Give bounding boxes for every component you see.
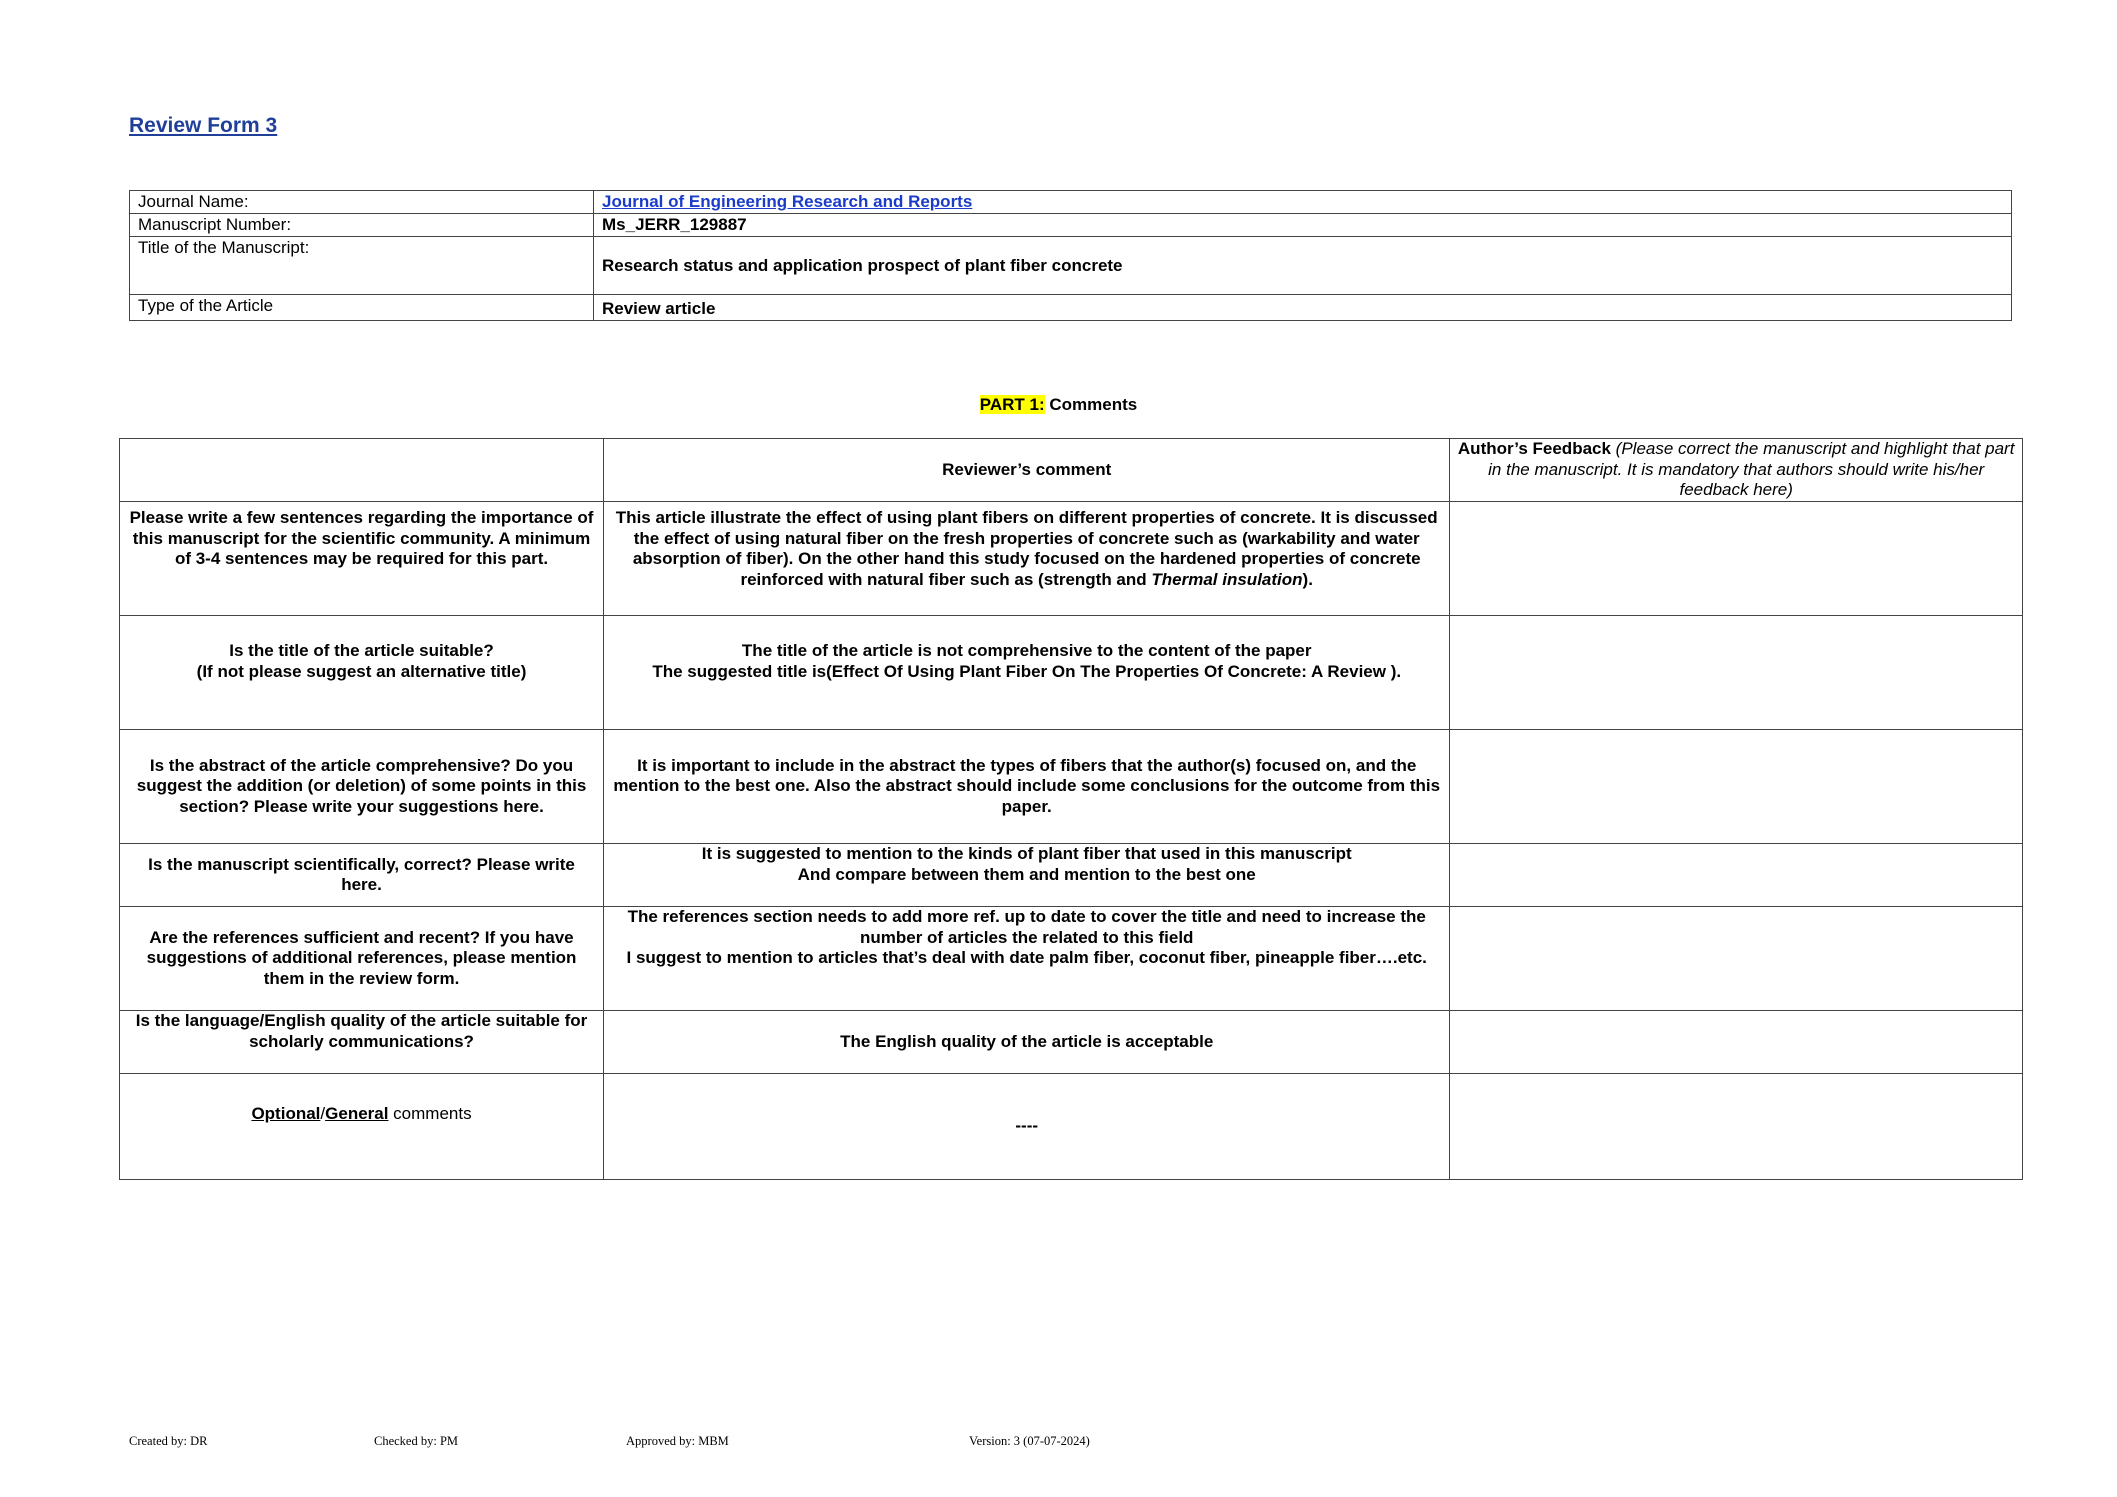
- table-row: [120, 907, 2023, 1011]
- question-header: [120, 439, 604, 502]
- author-feedback-cell[interactable]: [1450, 1011, 2023, 1074]
- comment-abstract: It is important to include in the abstract the types of fibers that the author(s) focused on, and the mention to the best one. Also the abstract should include some conclusions for the outcome from this paper.: [604, 730, 1450, 844]
- author-feedback-header: [1450, 439, 2023, 502]
- question-language: Is the language/English quality of the article suitable for scholarly communications?: [120, 1011, 604, 1074]
- comment-references: [604, 907, 1450, 1011]
- form-title[interactable]: Review Form 3: [129, 114, 278, 137]
- general-label: General: [325, 1104, 389, 1123]
- comment-optional: ----: [604, 1074, 1450, 1180]
- manuscript-number-value: Ms_JERR_129887: [594, 214, 2012, 237]
- question-optional: [120, 1074, 604, 1180]
- table-row: [120, 502, 2023, 616]
- author-feedback-cell[interactable]: [1450, 907, 2023, 1011]
- table-row: [130, 191, 2012, 214]
- slash-label: /: [320, 1104, 326, 1123]
- part-label: PART 1:: [979, 395, 1045, 414]
- manuscript-title-label: Title of the Manuscript:: [130, 237, 594, 295]
- comment-language: The English quality of the article is acceptable: [604, 1011, 1450, 1074]
- part-text: Comments: [1044, 395, 1138, 414]
- question-title-line: Is the title of the article suitable?: [229, 641, 494, 660]
- author-feedback-cell[interactable]: [1450, 502, 2023, 616]
- author-feedback-title: Author’s Feedback: [1457, 439, 1611, 458]
- table-row: [120, 730, 2023, 844]
- question-references: Are the references sufficient and recent? If you have suggestions of additional references, please mention them in the review form.: [120, 907, 604, 1011]
- table-row: [120, 1011, 2023, 1074]
- comment-scientific-line: It is suggested to mention to the kinds of plant fiber that used in this manuscript: [701, 844, 1352, 863]
- table-row: [120, 616, 2023, 730]
- manuscript-title-value: Research status and application prospect of plant fiber concrete: [594, 237, 2012, 295]
- comment-title-line: The suggested title is(Effect Of Using Plant Fiber On The Properties Of Concrete: A Review ).: [652, 661, 1402, 681]
- comment-importance-italic: Thermal insulation: [1151, 569, 1303, 589]
- question-abstract: Is the abstract of the article comprehensive? Do you suggest the addition (or deletion) of some points in this section? Please write your suggestions here.: [120, 730, 604, 844]
- comment-scientific: [604, 844, 1450, 907]
- comments-label: comments: [388, 1104, 472, 1123]
- reviewer-comment-header: Reviewer’s comment: [604, 439, 1450, 502]
- comment-references-line: I suggest to mention to articles that’s deal with date palm fiber, coconut fiber, pineapple fiber….etc.: [626, 948, 1427, 967]
- article-type-label: Type of the Article: [130, 295, 594, 321]
- comment-references-line: The references section needs to add more ref. up to date to cover the title and need to increase the number of articles the related to this field: [627, 907, 1426, 947]
- table-row: [130, 237, 2012, 295]
- question-title: [120, 616, 604, 730]
- manuscript-number-label: Manuscript Number:: [130, 214, 594, 237]
- comment-importance-text: This article illustrate the effect of using plant fibers on different properties of concrete. It is discussed the effect of using natural fiber on the fresh properties of concrete such as (warkability and water absorption of fiber). On the other hand this study focused on the hardened properties of concrete reinforced with natural fiber such as (strength and: [615, 508, 1438, 589]
- question-scientific: Is the manuscript scientifically, correct? Please write here.: [120, 844, 604, 907]
- table-row: [130, 214, 2012, 237]
- journal-name-link[interactable]: Journal of Engineering Research and Reports: [602, 192, 973, 211]
- table-row: [120, 844, 2023, 907]
- comment-title: [604, 616, 1450, 730]
- author-feedback-cell[interactable]: [1450, 730, 2023, 844]
- footer-approved: Approved by: MBM: [626, 1434, 729, 1448]
- footer-version: Version: 3 (07-07-2024): [969, 1434, 1090, 1448]
- author-feedback-cell[interactable]: [1450, 616, 2023, 730]
- comments-table: [119, 438, 2023, 1180]
- author-feedback-cell[interactable]: [1450, 1074, 2023, 1180]
- optional-label: Optional: [251, 1104, 321, 1123]
- comment-importance-end: ).: [1302, 569, 1313, 589]
- comment-scientific-line: And compare between them and mention to the best one: [797, 864, 1256, 884]
- table-row: [120, 1074, 2023, 1180]
- article-type-value: Review article: [594, 295, 2012, 321]
- author-feedback-instruction: (Please correct the manuscript and highlight that part in the manuscript. It is mandatory that authors should write his/her feedback here): [1488, 439, 2015, 499]
- journal-name-label: Journal Name:: [130, 191, 594, 214]
- manuscript-info-table: [129, 190, 2012, 321]
- author-feedback-cell[interactable]: [1450, 844, 2023, 907]
- footer-created: Created by: DR: [129, 1434, 208, 1448]
- comment-title-line: The title of the article is not comprehensive to the content of the paper: [741, 641, 1312, 660]
- question-title-line: (If not please suggest an alternative title): [196, 661, 527, 681]
- table-row: [130, 295, 2012, 321]
- table-header-row: [120, 439, 2023, 502]
- journal-name-cell: [594, 191, 2012, 214]
- footer-checked: Checked by: PM: [374, 1434, 459, 1448]
- comment-importance: [604, 502, 1450, 616]
- question-importance: Please write a few sentences regarding the importance of this manuscript for the scientific community. A minimum of 3-4 sentences may be required for this part.: [120, 502, 604, 616]
- part-heading: [0, 395, 2117, 415]
